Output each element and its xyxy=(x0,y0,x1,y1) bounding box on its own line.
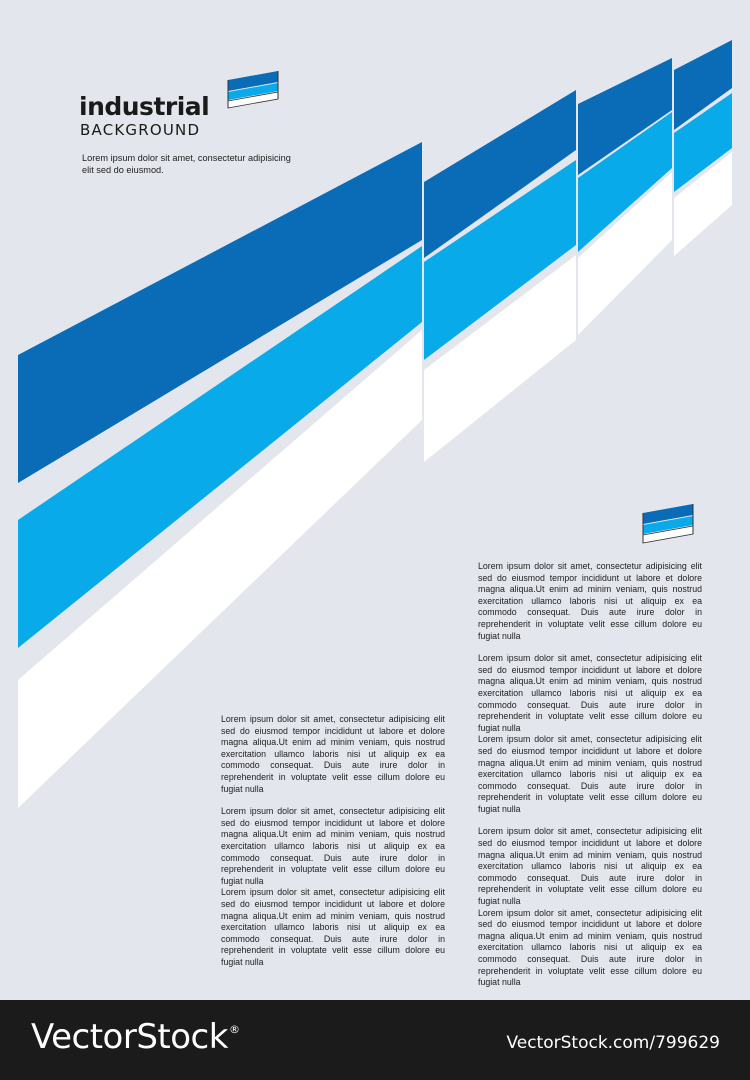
text-column-left xyxy=(221,714,445,968)
registered-mark: ® xyxy=(228,1023,240,1036)
logo-tagline: Lorem ipsum dolor sit amet, consectetur adipisicing elit sed do eiusmod. xyxy=(82,153,291,175)
paragraph: Lorem ipsum dolor sit amet, consectetur adipisicing elit sed do eiusmod tempor incididunt ut labore et dolore magna aliqua.Ut enim ad minim veniam, quis nostrud exercitation ullamco laboris nisi ut aliquip ex ea commodo consequat. Duis aute irure dolor in reprehenderit in voluptate velit esse cillum dolore eu fugiat nulla xyxy=(221,714,445,794)
logo-title: industrial xyxy=(79,92,210,121)
logo-stripes-icon xyxy=(227,70,281,114)
paragraph: Lorem ipsum dolor sit amet, consectetur adipisicing elit sed do eiusmod tempor incididunt ut labore et dolore magna aliqua.Ut enim ad minim veniam, quis nostrud exercitation ullamco laboris nisi ut aliquip ex ea commodo consequat. Duis aute irure dolor in reprehenderit in voluptate velit esse cillum dolore eu fugiat nulla xyxy=(221,887,445,967)
paragraph: Lorem ipsum dolor sit amet, consectetur adipisicing elit sed do eiusmod tempor incididunt ut labore et dolore magna aliqua.Ut enim ad minim veniam, quis nostrud exercitation ullamco laboris nisi ut aliquip ex ea commodo consequat. Duis aute irure dolor in reprehenderit in voluptate velit esse cillum dolore eu fugiat nulla xyxy=(478,907,702,988)
vectorstock-logo xyxy=(31,1017,240,1057)
text-column-right xyxy=(478,561,702,989)
watermark-bar xyxy=(0,1000,750,1080)
logo-subtitle: BACKGROUND xyxy=(80,121,201,139)
vectorstock-url: VectorStock.com/799629 xyxy=(506,1033,720,1053)
paragraph: Lorem ipsum dolor sit amet, consectetur adipisicing elit sed do eiusmod tempor incididunt ut labore et dolore magna aliqua.Ut enim ad minim veniam, quis nostrud exercitation ullamco laboris nisi ut aliquip ex ea commodo consequat. Duis aute irure dolor in reprehenderit in voluptate velit esse cillum dolore eu fugiat nulla xyxy=(478,734,702,814)
paragraph: Lorem ipsum dolor sit amet, consectetur adipisicing elit sed do eiusmod tempor incididunt ut labore et dolore magna aliqua.Ut enim ad minim veniam, quis nostrud exercitation ullamco laboris nisi ut aliquip ex ea commodo consequat. Duis aute irure dolor in reprehenderit in voluptate velit esse cillum dolore eu fugiat nulla xyxy=(478,826,702,907)
vectorstock-brand: VectorStock xyxy=(31,1017,228,1057)
paragraph: Lorem ipsum dolor sit amet, consectetur adipisicing elit sed do eiusmod tempor incididunt ut labore et dolore magna aliqua.Ut enim ad minim veniam, quis nostrud exercitation ullamco laboris nisi ut aliquip ex ea commodo consequat. Duis aute irure dolor in reprehenderit in voluptate velit esse cillum dolore eu fugiat nulla xyxy=(478,561,702,641)
paragraph: Lorem ipsum dolor sit amet, consectetur adipisicing elit sed do eiusmod tempor incididunt ut labore et dolore magna aliqua.Ut enim ad minim veniam, quis nostrud exercitation ullamco laboris nisi ut aliquip ex ea commodo consequat. Duis aute irure dolor in reprehenderit in voluptate velit esse cillum dolore eu fugiat nulla xyxy=(478,653,702,733)
small-stripes-icon xyxy=(642,502,696,548)
paragraph: Lorem ipsum dolor sit amet, consectetur adipisicing elit sed do eiusmod tempor incididunt ut labore et dolore magna aliqua.Ut enim ad minim veniam, quis nostrud exercitation ullamco laboris nisi ut aliquip ex ea commodo consequat. Duis aute irure dolor in reprehenderit in voluptate velit esse cillum dolore eu fugiat nulla xyxy=(221,806,445,886)
